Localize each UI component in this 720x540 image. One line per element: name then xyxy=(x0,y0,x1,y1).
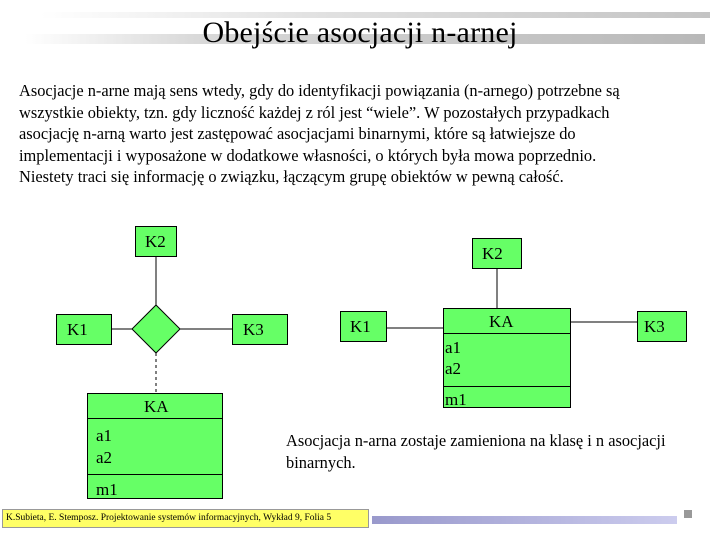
footer-decoration-bar xyxy=(372,516,677,524)
right-k3-label: K3 xyxy=(644,317,665,336)
right-ka-name-label: KA xyxy=(489,312,514,331)
right-k1-label: K1 xyxy=(350,317,371,336)
left-k1-label: K1 xyxy=(67,320,88,339)
footer-decoration-square xyxy=(684,510,692,518)
right-ka-attr-a1: a1 xyxy=(445,338,462,357)
right-ka-attr-a2: a2 xyxy=(445,359,462,378)
intro-line: implementacji i wyposażone w dodatkowe własności, o których była mowa poprzednio. xyxy=(19,145,597,165)
slide-title: Obejście asocjacji n-arnej xyxy=(202,16,518,49)
right-ka-divider-2 xyxy=(443,386,571,387)
left-k2-label: K2 xyxy=(145,232,166,251)
footer-citation: K.Subieta, E. Stemposz. Projektowanie systemów informacyjnych, Wykład 9, Folia 5 xyxy=(2,509,369,528)
right-ka-method-m1: m1 xyxy=(445,390,467,409)
intro-line: Niestety traci się informację o związku, łączącym grupę obiektów w pewną całość. xyxy=(19,167,564,186)
left-ka-attr-a1: a1 xyxy=(96,426,113,445)
intro-line: asocjację n-arną warto jest zastępować asocjacjami binarnymi, które są łatwiejsze do xyxy=(19,124,576,143)
left-ka-divider-2 xyxy=(87,474,223,475)
diagram-caption: Asocjacja n-arna zostaje zamieniona na klasę i n asocjacji binarnych. xyxy=(286,431,666,472)
intro-line: Asocjacje n-arne mają sens wtedy, gdy do identyfikacji powiązania (n-arnego) potrzebne są xyxy=(19,81,620,100)
intro-line: wszystkie obiekty, tzn. gdy liczność każdej z ról jest “wiele”. W pozostałych przypadkach xyxy=(19,102,610,122)
left-ka-divider-1 xyxy=(87,418,223,419)
left-k3-label: K3 xyxy=(243,320,264,339)
left-ka-method-m1: m1 xyxy=(96,480,118,499)
right-k2-label: K2 xyxy=(482,244,503,263)
left-ka-name-label: KA xyxy=(144,397,169,416)
right-ka-divider-1 xyxy=(443,333,571,334)
association-diamond xyxy=(132,305,180,353)
left-ka-attr-a2: a2 xyxy=(96,448,113,467)
